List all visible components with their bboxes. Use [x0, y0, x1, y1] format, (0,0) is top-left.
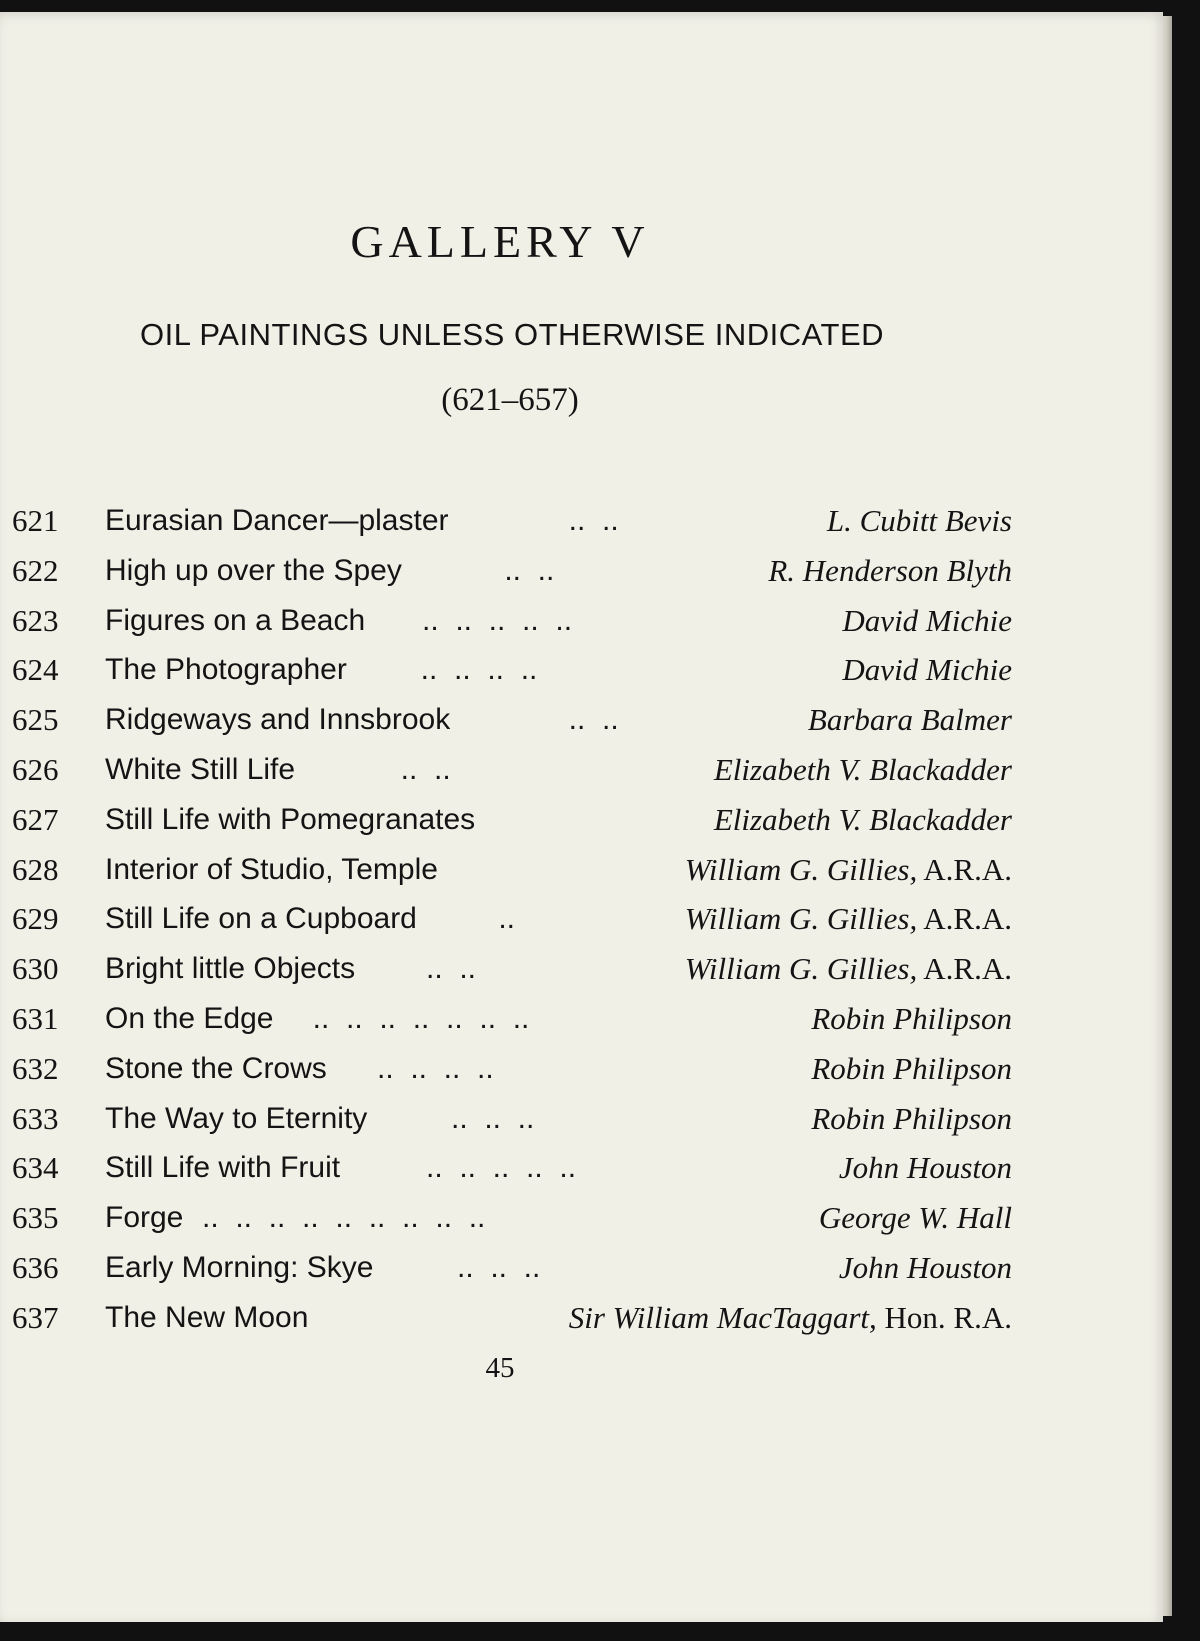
entry-number: 637 [12, 1299, 59, 1335]
entry-title: The New Moon [105, 1300, 309, 1334]
entry-artist [811, 1049, 1012, 1089]
entry-title: The Photographer [105, 653, 347, 687]
entry-number: 626 [12, 751, 59, 787]
artist-name: L. Cubitt Bevis [826, 503, 1012, 538]
artist-honour: A.R.A. [917, 851, 1012, 887]
entry-artist [839, 1148, 1012, 1188]
entry-artist [808, 700, 1012, 740]
dot-leader: .. .. [384, 752, 451, 786]
entry-title: Early Morning: Skye [105, 1250, 374, 1284]
entry-number: 634 [12, 1150, 59, 1186]
entry-number: 624 [12, 652, 59, 688]
entry-number: 635 [12, 1200, 59, 1236]
entry-artist [827, 501, 1012, 541]
entry-artist [842, 650, 1012, 690]
entry-title: Still Life on a Cupboard [105, 902, 417, 936]
entry-number: 632 [12, 1050, 59, 1086]
artist-name: Robin Philipson [811, 1100, 1012, 1136]
entry-artist [685, 949, 1012, 989]
dot-leader: .. .. .. .. [352, 1051, 494, 1085]
list-item [12, 501, 1012, 551]
gallery-title: GALLERY V [350, 216, 650, 267]
entry-number: 627 [12, 801, 59, 837]
artist-name: John Houston [838, 1150, 1012, 1186]
list-item [12, 1298, 1012, 1348]
dot-leader: .. .. [552, 504, 619, 537]
list-item [12, 850, 1012, 900]
entry-title: On the Edge [105, 1001, 274, 1035]
list-item [12, 899, 1012, 949]
artist-name: R. Henderson Blyth [768, 552, 1012, 588]
entry-number: 622 [12, 552, 59, 588]
entry-title: Interior of Studio, Temple [105, 852, 438, 886]
artist-name: Sir William MacTaggart, [568, 1299, 877, 1335]
list-item [12, 700, 1012, 750]
dot-leader: .. .. [496, 553, 555, 587]
list-item [12, 1198, 1012, 1248]
dot-leader: .. .. [552, 703, 619, 737]
entry-artist [819, 1198, 1012, 1238]
entry-artist [839, 1248, 1012, 1288]
artist-name: Elizabeth V. Blackadder [713, 801, 1012, 837]
artist-name: David Michie [842, 652, 1012, 688]
list-item [12, 1148, 1012, 1198]
entry-title: The Way to Eternity [105, 1101, 368, 1135]
entry-number: 630 [12, 951, 59, 987]
entry-artist [714, 800, 1012, 840]
list-item [12, 1049, 1012, 1099]
entry-title: Still Life with Pomegranates [105, 802, 476, 836]
entry-title: Stone the Crows [105, 1051, 327, 1085]
entry-artist [768, 551, 1012, 591]
dot-leader: .. [490, 902, 516, 936]
artist-name: John Houston [838, 1249, 1012, 1285]
dot-leader: .. .. .. [432, 1250, 541, 1284]
list-item [12, 650, 1012, 700]
entry-artist [811, 999, 1012, 1039]
entry-title: Eurasian Dancer—plaster [105, 504, 449, 537]
entry-number: 621 [12, 503, 59, 538]
list-item [12, 1248, 1012, 1298]
entry-title: Still Life with Fruit [105, 1151, 341, 1185]
entry-number: 625 [12, 702, 59, 738]
list-item [12, 800, 1012, 850]
entry-number: 636 [12, 1249, 59, 1285]
entry-title: Bright little Objects [105, 952, 356, 986]
artist-honour: A.R.A. [917, 951, 1012, 987]
list-item [12, 750, 1012, 800]
list-item [12, 949, 1012, 999]
artist-name: William G. Gillies, [684, 851, 918, 887]
artist-name: Elizabeth V. Blackadder [713, 751, 1012, 787]
entry-number: 629 [12, 901, 59, 937]
entry-artist [685, 850, 1012, 890]
entry-artist [842, 601, 1012, 641]
dot-leader: .. .. [426, 952, 477, 986]
entry-number: 633 [12, 1100, 59, 1136]
page-number: 45 [485, 1352, 515, 1384]
list-item [12, 551, 1012, 601]
entry-title: White Still Life [105, 752, 296, 786]
artist-name: William G. Gillies, [684, 901, 918, 937]
artist-name: David Michie [842, 602, 1012, 638]
entry-number: 623 [12, 602, 59, 638]
list-item [12, 1099, 1012, 1149]
catalogue-page [0, 12, 1163, 1622]
artist-honour: A.R.A. [917, 901, 1012, 937]
artist-name: George W. Hall [818, 1200, 1012, 1236]
entry-number: 631 [12, 1000, 59, 1036]
dot-leader: .. .. .. .. .. [422, 603, 573, 637]
entry-title: Forge [105, 1201, 184, 1235]
dot-leader: .. .. .. .. .. .. .. [296, 1001, 530, 1035]
entry-list [12, 501, 1012, 1348]
list-item [12, 999, 1012, 1049]
entry-title: Ridgeways and Innsbrook [105, 703, 451, 737]
entry-title: Figures on a Beach [105, 603, 366, 637]
entry-artist [685, 899, 1012, 939]
list-item [12, 601, 1012, 651]
entry-artist [569, 1298, 1012, 1338]
dot-leader: .. .. .. .. .. [426, 1151, 577, 1185]
entry-artist [714, 750, 1012, 790]
section-subtitle: OIL PAINTINGS UNLESS OTHERWISE INDICATED [139, 317, 885, 352]
catalogue-range: (621–657) [441, 382, 579, 418]
entry-title: High up over the Spey [105, 553, 402, 587]
artist-name: Robin Philipson [811, 1000, 1012, 1036]
artist-name: Barbara Balmer [807, 702, 1012, 738]
dot-leader: .. .. .. .. .. .. .. .. .. [202, 1201, 486, 1235]
dot-leader: .. .. .. [426, 1101, 535, 1135]
artist-honour: Hon. R.A. [876, 1299, 1012, 1335]
dot-leader: .. .. .. .. [404, 653, 538, 687]
entry-artist [811, 1099, 1012, 1139]
artist-name: William G. Gillies, [684, 951, 918, 987]
artist-name: Robin Philipson [811, 1050, 1012, 1086]
entry-number: 628 [12, 851, 59, 887]
